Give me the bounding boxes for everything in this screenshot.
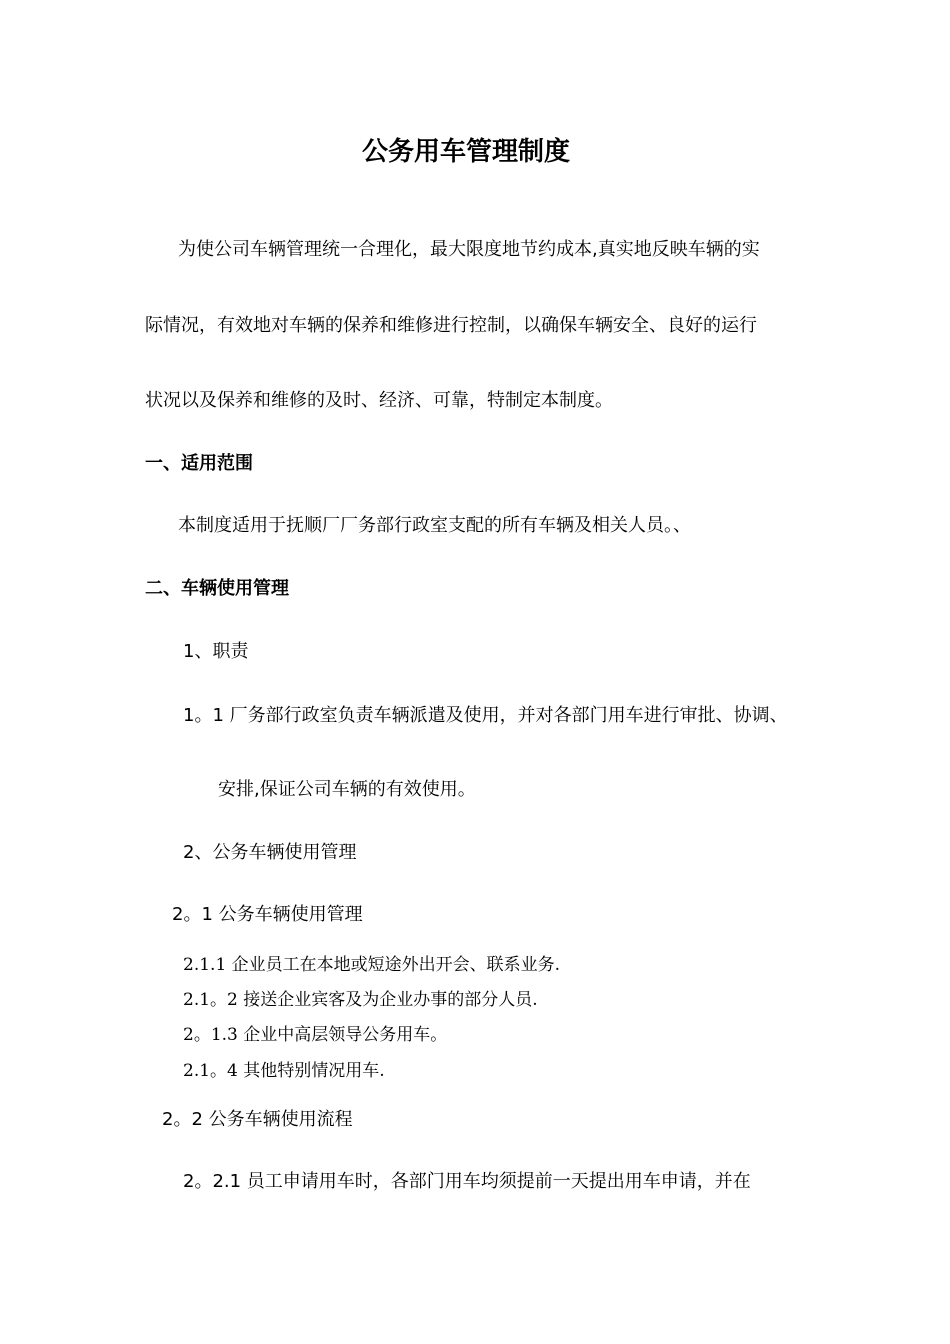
intro-line-3: 状况以及保养和维修的及时、经济、可靠，特制定本制度。	[145, 390, 613, 411]
clause-2-2-1: 2。2.1 员工申请用车时，各部门用车均须提前一天提出用车申请，并在	[183, 1171, 751, 1192]
clause-1-1-line-1: 1。1 厂务部行政室负责车辆派遣及使用，并对各部门用车进行审批、协调、	[183, 705, 788, 726]
subsection-2: 2、公务车辆使用管理	[183, 842, 357, 863]
clause-2-1-3: 2。1.3 企业中高层领导公务用车。	[183, 1025, 448, 1045]
clause-2-2: 2。2 公务车辆使用流程	[162, 1109, 353, 1130]
subsection-1: 1、职责	[183, 641, 249, 662]
intro-line-1: 为使公司车辆管理统一合理化，最大限度地节约成本,真实地反映车辆的实	[178, 239, 760, 260]
section-1-heading: 一、适用范围	[145, 453, 253, 474]
clause-2-1-2: 2.1。2 接送企业宾客及为企业办事的部分人员.	[183, 990, 538, 1010]
intro-line-2: 际情况，有效地对车辆的保养和维修进行控制，以确保车辆安全、良好的运行	[145, 315, 757, 336]
clause-2-1: 2。1 公务车辆使用管理	[172, 904, 363, 925]
document-title: 公务用车管理制度	[362, 137, 571, 167]
section-2-heading: 二、车辆使用管理	[145, 578, 289, 599]
section-1-body: 本制度适用于抚顺厂厂务部行政室支配的所有车辆及相关人员。、	[178, 515, 691, 536]
clause-2-1-4: 2.1。4 其他特别情况用车.	[183, 1061, 385, 1081]
clause-1-1-line-2: 安排,保证公司车辆的有效使用。	[218, 779, 476, 800]
clause-2-1-1: 2.1.1 企业员工在本地或短途外出开会、联系业务.	[183, 955, 561, 975]
